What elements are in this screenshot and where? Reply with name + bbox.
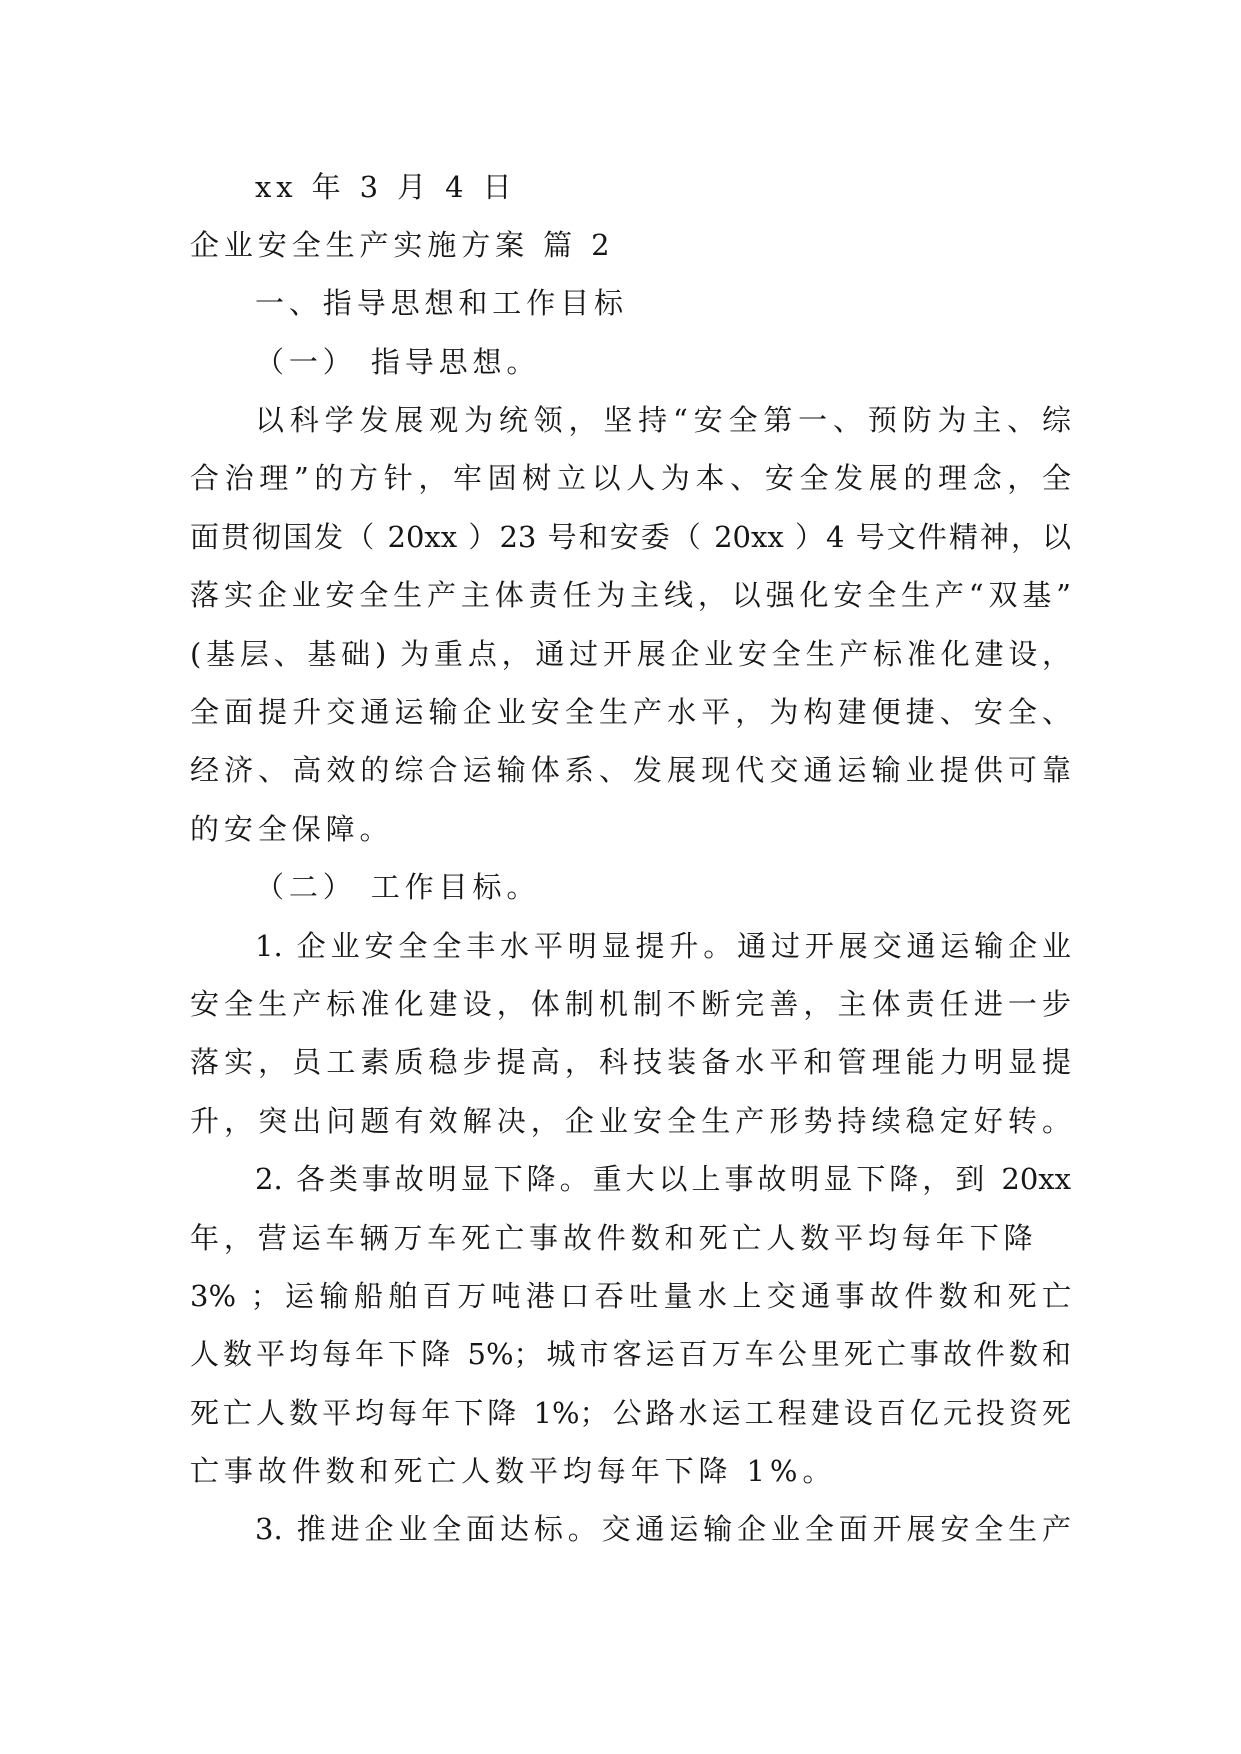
paragraph-line: 合治理”的方针，牢固树立以人为本、安全发展的理念，全	[190, 461, 1071, 496]
paragraph-line: 2. 各类事故明显下降。重大以上事故明显下降，到 20xx	[255, 1162, 1071, 1197]
paragraph-line: 死亡人数平均每年下降 1%；公路水运工程建设百亿元投资死	[190, 1395, 1071, 1430]
document-title: 企业安全生产实施方案 篇 2	[190, 227, 615, 262]
paragraph-line: 安全生产标准化建设，体制机制不断完善，主体责任进一步	[190, 986, 1071, 1021]
section-heading: 一、指导思想和工作目标	[255, 286, 628, 321]
paragraph-line: 全面提升交通运输企业安全生产水平，为构建便捷、安全、	[190, 695, 1071, 730]
paragraph-line: 面贯彻国发（ 20xx ）23 号和安委（ 20xx ）4 号文件精神，以	[190, 519, 1071, 554]
subsection-heading-work-goals: （二） 工作目标。	[255, 870, 541, 905]
paragraph-guiding-thought	[190, 391, 1071, 858]
goal-item-2	[190, 1150, 1071, 1500]
paragraph-line: 落实企业安全生产主体责任为主线，以强化安全生产“双基”	[190, 578, 1071, 613]
paragraph-line: 落实，员工素质稳步提高，科技装备水平和管理能力明显提	[190, 1045, 1071, 1080]
paragraph-line: 3% ；运输船舶百万吨港口吞吐量水上交通事故件数和死亡	[190, 1278, 1071, 1313]
paragraph-line: 人数平均每年下降 5%；城市客运百万车公里死亡事故件数和	[190, 1337, 1071, 1372]
paragraph-line: 升，突出问题有效解决，企业安全生产形势持续稳定好转。	[190, 1103, 1071, 1138]
paragraph-line: 亡事故件数和死亡人数平均每年下降 1%。	[190, 1454, 837, 1489]
paragraph-line: 1. 企业安全全丰水平明显提升。通过开展交通运输企业	[255, 928, 1071, 963]
goal-item-1	[190, 917, 1071, 1151]
paragraph-line: 经济、高效的综合运输体系、发展现代交通运输业提供可靠	[190, 753, 1071, 788]
date-line: xx 年 3 月 4 日	[255, 169, 517, 204]
document-body	[190, 158, 1071, 1559]
paragraph-line: (基层、基础) 为重点，通过开展企业安全生产标准化建设，	[190, 636, 1071, 671]
paragraph-line: 年，营运车辆万车死亡事故件数和死亡人数平均每年下降	[190, 1220, 1038, 1255]
subsection-heading-guiding-thought: （一） 指导思想。	[255, 344, 541, 379]
paragraph-line: 以科学发展观为统领，坚持“安全第一、预防为主、综	[255, 403, 1071, 438]
goal-item-3	[190, 1500, 1071, 1558]
paragraph-line: 3. 推进企业全面达标。交通运输企业全面开展安全生产	[255, 1512, 1071, 1547]
paragraph-line: 的安全保障。	[190, 811, 394, 846]
